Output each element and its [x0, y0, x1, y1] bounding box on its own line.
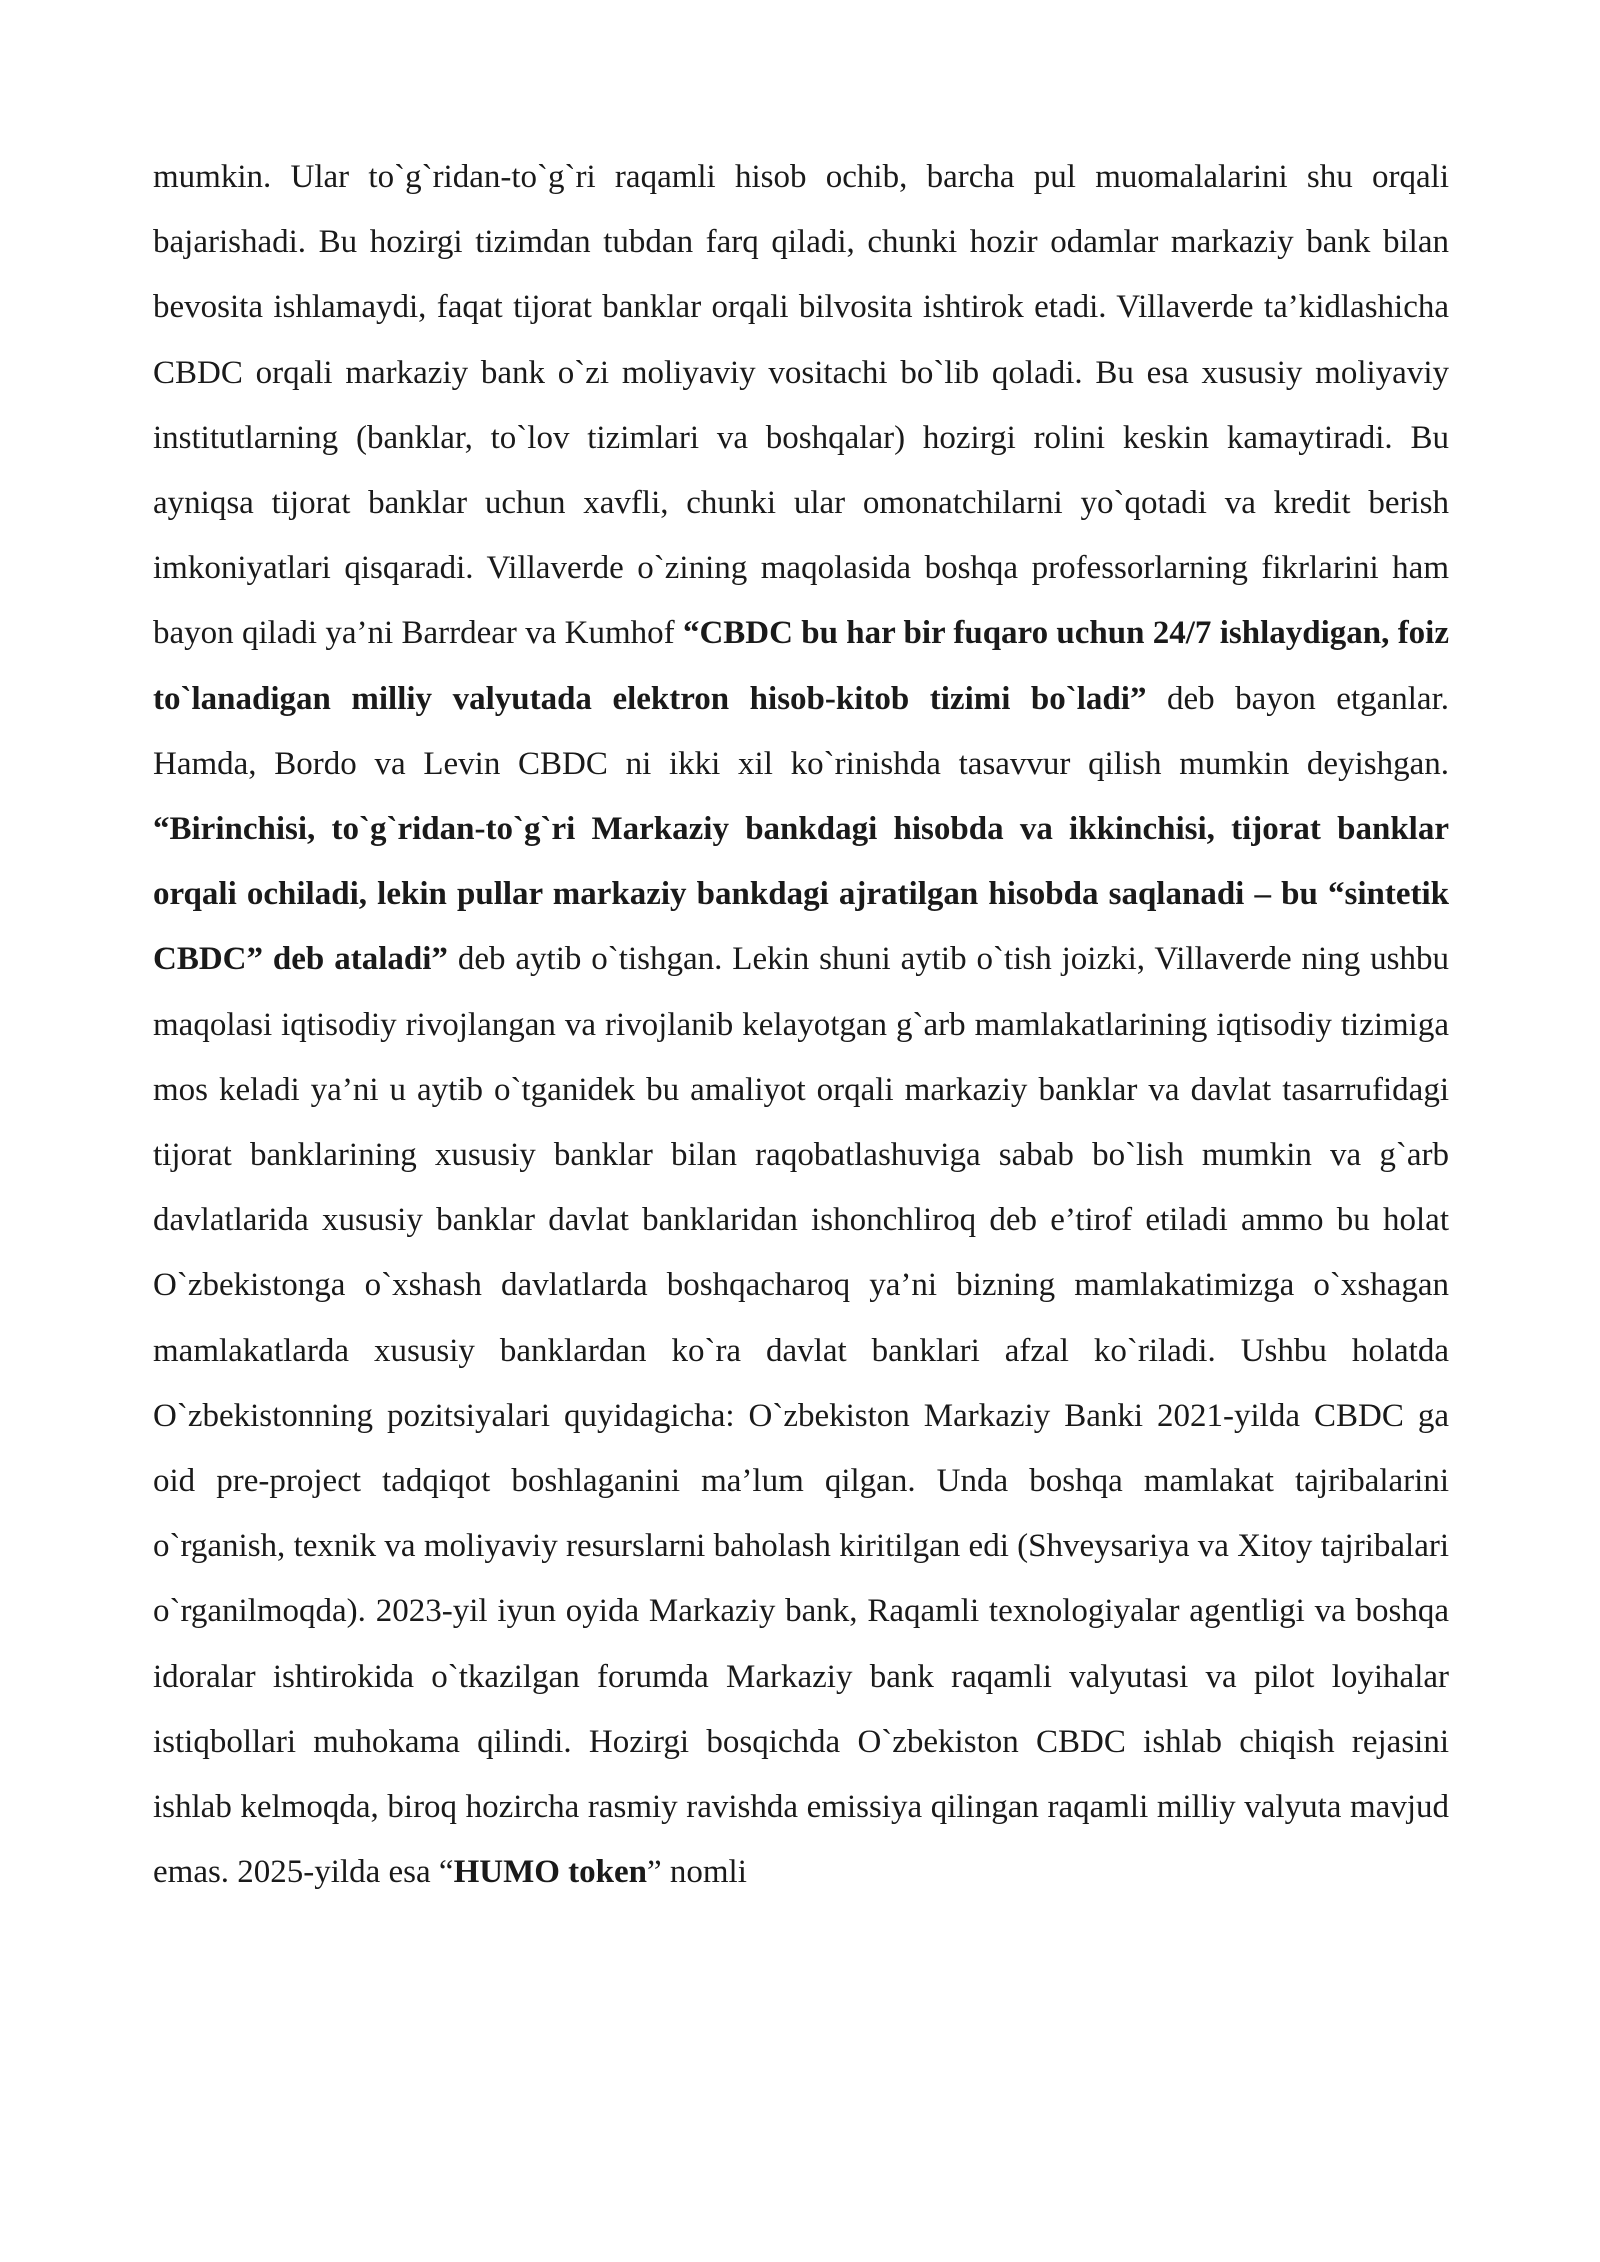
text-segment: deb aytib o`tishgan. Lekin shuni aytib o`tish joizki, Villaverde ning ushbu maqolasi iqtisodiy rivojlangan va rivojlanib kelayotgan g`arb mamlakatlarining iqtisodiy tizimiga mos keladi ya’ni u aytib o`tganidek bu amaliyot orqali markaziy banklar va davlat tasarrufidagi tijorat banklarining xususiy banklar bilan raqobatlashuviga sabab bo`lish mumkin va g`arb davlatlarida xususiy banklar davlat banklaridan ishonchliroq deb e’tirof etiladi ammo bu holat O`zbekistonga o`xshash davlatlarda boshqacharoq ya’ni bizning mamlakatimizga o`xshagan mamlakatlarda xususiy banklardan ko`ra davlat banklari afzal ko`riladi. Ushbu holatda O`zbekistonning pozitsiyalari quyidagicha: O`zbekiston Markaziy Banki 2021-yilda CBDC ga oid pre-project tadqiqot boshlaganini ma’lum qilgan. Unda boshqa mamlakat tajribalarini o`rganish, texnik va moliyaviy resurslarni baholash kiritilgan edi (Shveysariya va Xitoy tajribalari o`rganilmoqda). 2023-yil iyun oyida Markaziy bank, Raqamli texnologiyalar agentligi va boshqa idoralar ishtirokida o`tkazilgan forumda Markaziy bank raqamli valyutasi va pilot loyihalar istiqbollari muhokama qilindi. Hozirgi bosqichda O`zbekiston CBDC ishlab chiqish rejasini ishlab kelmoqda, biroq hozircha rasmiy ravishda emissiya qilingan raqamli milliy valyuta mavjud emas. 2025-yilda esa “ [153, 941, 1449, 1891]
text-segment: ” nomli [646, 1854, 747, 1891]
bold-quote-barrdear-kumhof: “CBDC bu har bir fuqaro uchun 24/7 ishlaydigan, foiz to`lanadigan milliy valyutada elektron hisob-kitob tizimi bo`ladi” [153, 615, 1449, 717]
body-paragraph [153, 145, 1449, 1905]
bold-quote-bordo-levin: “Birinchisi, to`g`ridan-to`g`ri Markaziy bankdagi hisobda va ikkinchisi, tijorat banklar orqali ochiladi, lekin pullar markaziy bankdagi ajratilgan hisobda saqlanadi – bu “sintetik CBDC” deb ataladi” [153, 811, 1449, 978]
bold-term-humo-token: HUMO token [453, 1854, 647, 1891]
text-segment: mumkin. Ular to`g`ridan-to`g`ri raqamli hisob ochib, barcha pul muomalalarini shu orqali bajarishadi. Bu hozirgi tizimdan tubdan farq qiladi, chunki hozir odamlar markaziy bank bilan bevosita ishlamaydi, faqat tijorat banklar orqali bilvosita ishtirok etadi. Villaverde ta’kidlashicha CBDC orqali markaziy bank o`zi moliyaviy vositachi bo`lib qoladi. Bu esa xususiy moliyaviy institutlarning (banklar, to`lov tizimlari va boshqalar) hozirgi rolini keskin kamaytiradi. Bu ayniqsa tijorat banklar uchun xavfli, chunki ular omonatchilarni yo`qotadi va kredit berish imkoniyatlari qisqaradi. Villaverde o`zining maqolasida boshqa professorlarning fikrlarini ham bayon qiladi ya’ni Barrdear va Kumhof [153, 159, 1449, 652]
text-segment: deb bayon etganlar. Hamda, Bordo va Levin CBDC ni ikki xil ko`rinishda tasavvur qilish mumkin deyishgan. [153, 680, 1449, 782]
